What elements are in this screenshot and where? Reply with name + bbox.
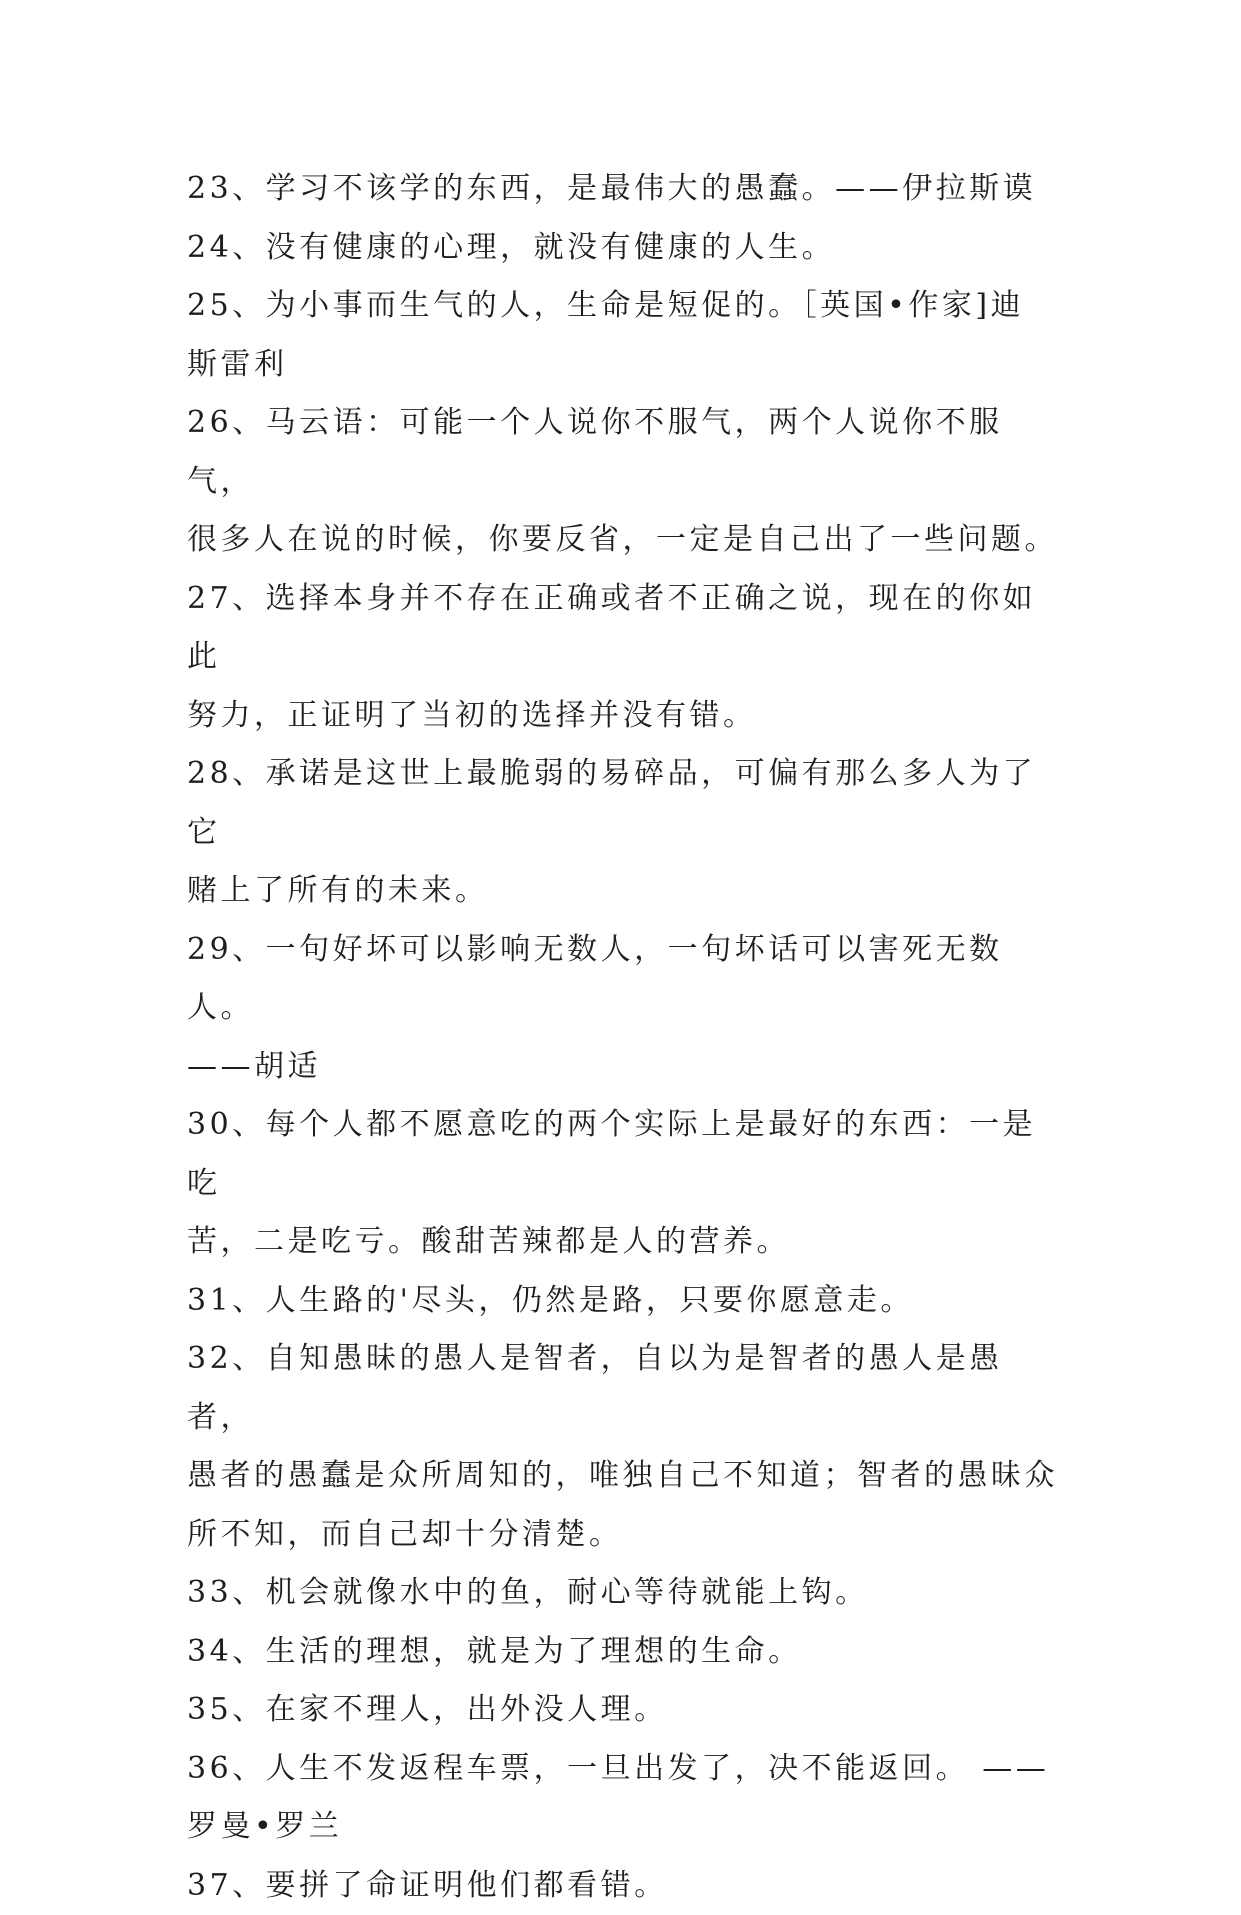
text-line: 29、一句好坏可以影响无数人，一句坏话可以害死无数人。 [187, 921, 1067, 1038]
text-line: ——胡适 [187, 1038, 1067, 1097]
text-line: 35、在家不理人，出外没人理。 [187, 1681, 1067, 1740]
quote-list [187, 160, 1067, 1915]
text-line: 36、人生不发返程车票，一旦出发了，决不能返回。 —— [187, 1740, 1067, 1799]
text-line: 25、为小事而生气的人，生命是短促的。［英国•作家]迪 [187, 277, 1067, 336]
text-line: 37、要拼了命证明他们都看错。 [187, 1857, 1067, 1915]
text-line: 33、机会就像水中的鱼，耐心等待就能上钩。 [187, 1564, 1067, 1623]
text-line: 愚者的愚蠢是众所周知的，唯独自己不知道；智者的愚昧众 [187, 1447, 1067, 1506]
text-line: 所不知，而自己却十分清楚。 [187, 1506, 1067, 1565]
text-line: 32、自知愚昧的愚人是智者，自以为是智者的愚人是愚者， [187, 1330, 1067, 1447]
text-line: 赌上了所有的未来。 [187, 862, 1067, 921]
text-line: 努力，正证明了当初的选择并没有错。 [187, 687, 1067, 746]
text-line: 罗曼•罗兰 [187, 1798, 1067, 1857]
text-line: 30、每个人都不愿意吃的两个实际上是最好的东西：一是吃 [187, 1096, 1067, 1213]
text-line: 31、人生路的'尽头，仍然是路，只要你愿意走。 [187, 1272, 1067, 1331]
text-line: 26、马云语：可能一个人说你不服气，两个人说你不服气， [187, 394, 1067, 511]
text-line: 24、没有健康的心理，就没有健康的人生。 [187, 219, 1067, 278]
text-line: 很多人在说的时候，你要反省，一定是自己出了一些问题。 [187, 511, 1067, 570]
text-line: 23、学习不该学的东西，是最伟大的愚蠢。——伊拉斯谟 [187, 160, 1067, 219]
text-line: 27、选择本身并不存在正确或者不正确之说，现在的你如此 [187, 570, 1067, 687]
text-line: 28、承诺是这世上最脆弱的易碎品，可偏有那么多人为了它 [187, 745, 1067, 862]
text-line: 苦，二是吃亏。酸甜苦辣都是人的营养。 [187, 1213, 1067, 1272]
text-line: 34、生活的理想，就是为了理想的生命。 [187, 1623, 1067, 1682]
text-line: 斯雷利 [187, 336, 1067, 395]
